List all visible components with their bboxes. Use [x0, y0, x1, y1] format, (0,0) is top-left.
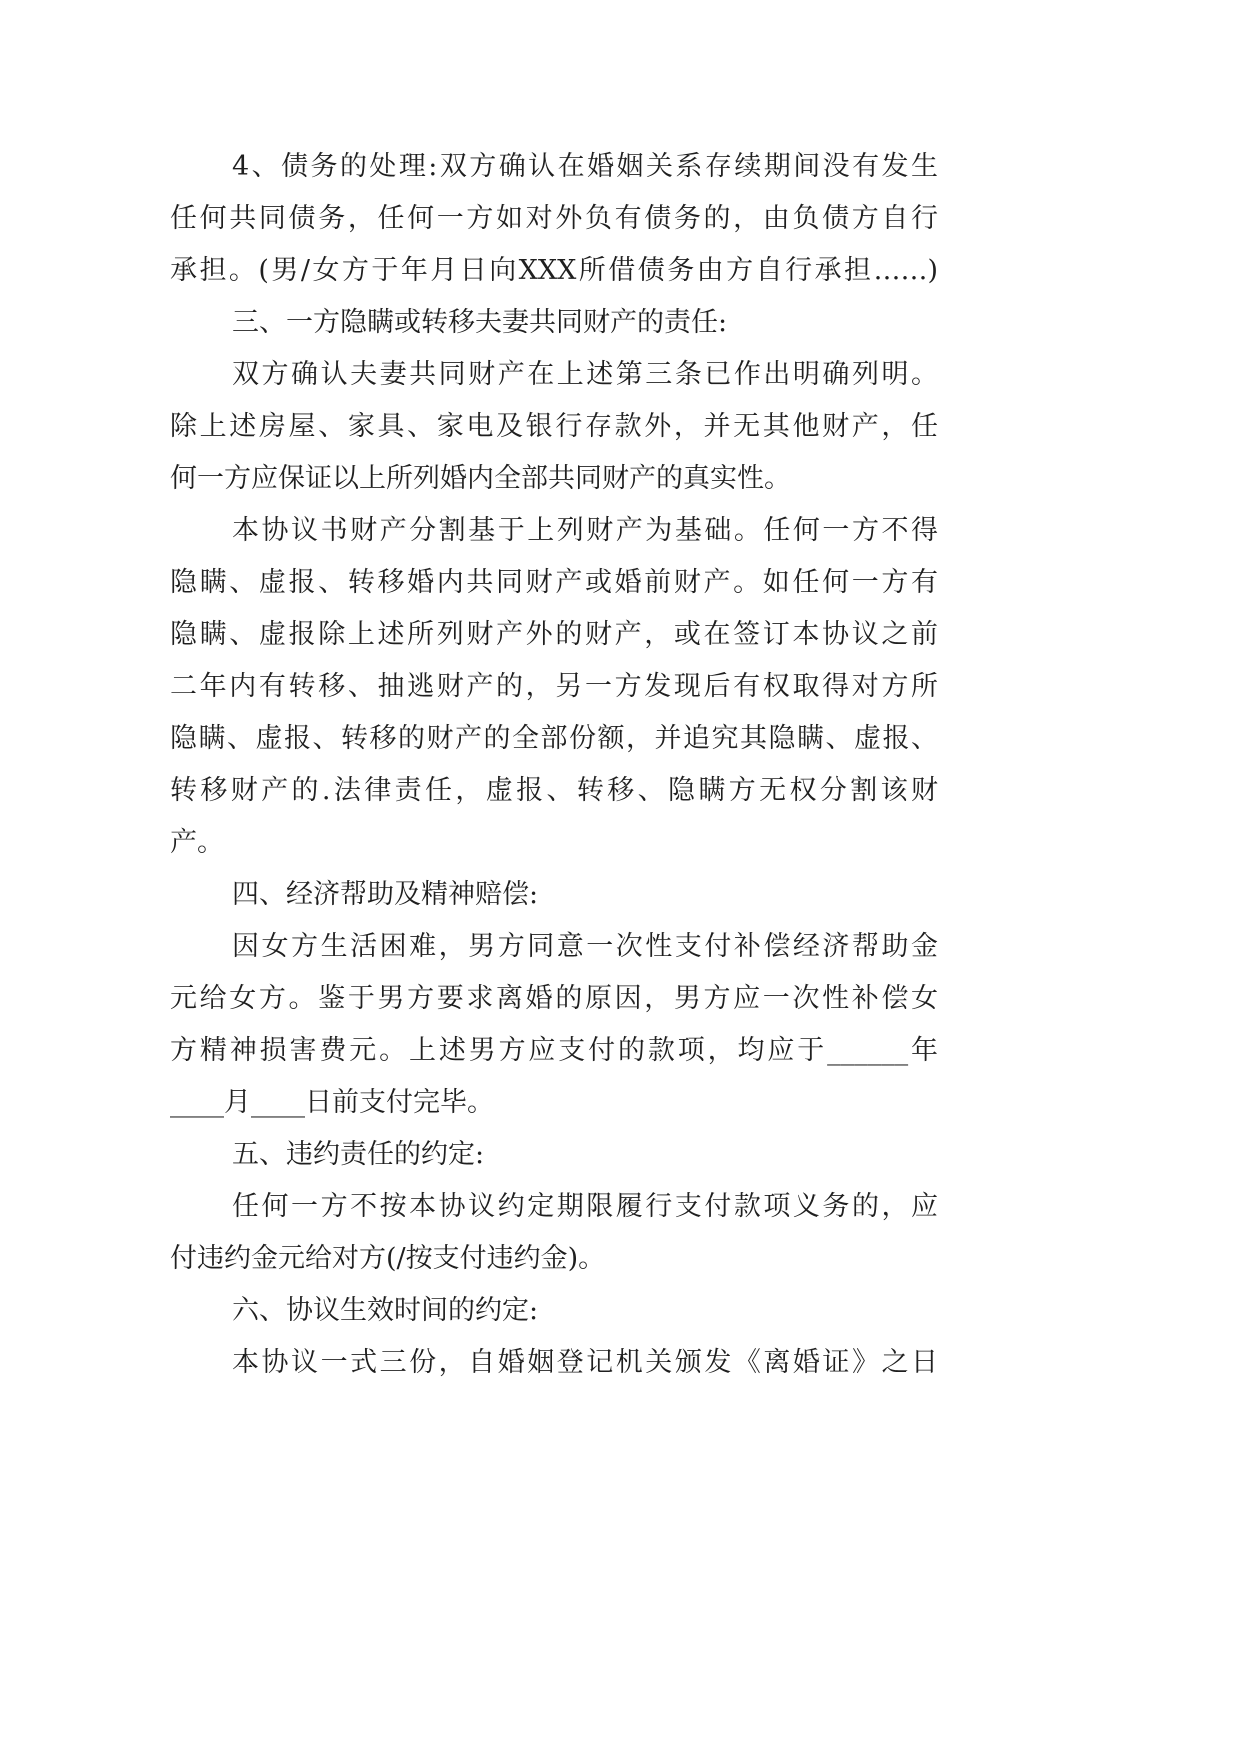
heading-line: 四、经济帮助及精神赔偿: — [232, 879, 539, 910]
paragraph-property-division — [170, 505, 938, 869]
text-line: 除上述房屋、家具、家电及银行存款外，并无其他财产，任 — [170, 411, 938, 442]
section-heading-economic-help — [170, 869, 938, 921]
text-line: 隐瞒、虚报除上述所列财产外的财产，或在签订本协议之前 — [170, 619, 938, 650]
text-line: 双方确认夫妻共同财产在上述第三条已作出明确列明。 — [232, 359, 938, 390]
heading-line: 五、违约责任的约定: — [232, 1139, 485, 1170]
section-heading-effective-time — [170, 1285, 938, 1337]
paragraph-copies — [170, 1337, 938, 1389]
text-line: 元给女方。鉴于男方要求离婚的原因，男方应一次性补偿女 — [170, 983, 938, 1014]
text-line: 方精神损害费元。上述男方应支付的款项，均应于______年 — [170, 1035, 938, 1066]
text-line: 付违约金元给对方(/按支付违约金)。 — [170, 1243, 606, 1274]
section-heading-breach — [170, 1129, 938, 1181]
text-line: 产。 — [170, 827, 224, 858]
text-line: 转移财产的.法律责任，虚报、转移、隐瞒方无权分割该财 — [170, 775, 938, 806]
text-line: 隐瞒、虚报、转移的财产的全部份额，并追究其隐瞒、虚报、 — [170, 723, 938, 754]
heading-line: 三、一方隐瞒或转移夫妻共同财产的责任: — [232, 307, 728, 338]
document-body — [170, 141, 938, 1389]
text-line: 4、债务的处理:双方确认在婚姻关系存续期间没有发生 — [232, 151, 938, 182]
heading-line: 六、协议生效时间的约定: — [232, 1295, 539, 1326]
paragraph-breach-penalty — [170, 1181, 938, 1285]
text-line: ____月____日前支付完毕。 — [170, 1087, 494, 1118]
text-line: 二年内有转移、抽逃财产的，另一方发现后有权取得对方所 — [170, 671, 938, 702]
paragraph-property-confirmation — [170, 349, 938, 505]
text-line: 本协议一式三份，自婚姻登记机关颁发《离婚证》之日 — [232, 1347, 938, 1378]
text-line: 承担。(男/女方于年月日向XXX所借债务由方自行承担……) — [170, 255, 938, 286]
text-line: 隐瞒、虚报、转移婚内共同财产或婚前财产。如任何一方有 — [170, 567, 938, 598]
text-line: 任何共同债务，任何一方如对外负有债务的，由负债方自行 — [170, 203, 938, 234]
text-line: 因女方生活困难，男方同意一次性支付补偿经济帮助金 — [232, 931, 938, 962]
paragraph-compensation — [170, 921, 938, 1129]
text-line: 何一方应保证以上所列婚内全部共同财产的真实性。 — [170, 463, 791, 494]
section-heading-concealment — [170, 297, 938, 349]
text-line: 本协议书财产分割基于上列财产为基础。任何一方不得 — [232, 515, 938, 546]
text-line: 任何一方不按本协议约定期限履行支付款项义务的，应 — [232, 1191, 938, 1222]
paragraph-debt-handling — [170, 141, 938, 297]
